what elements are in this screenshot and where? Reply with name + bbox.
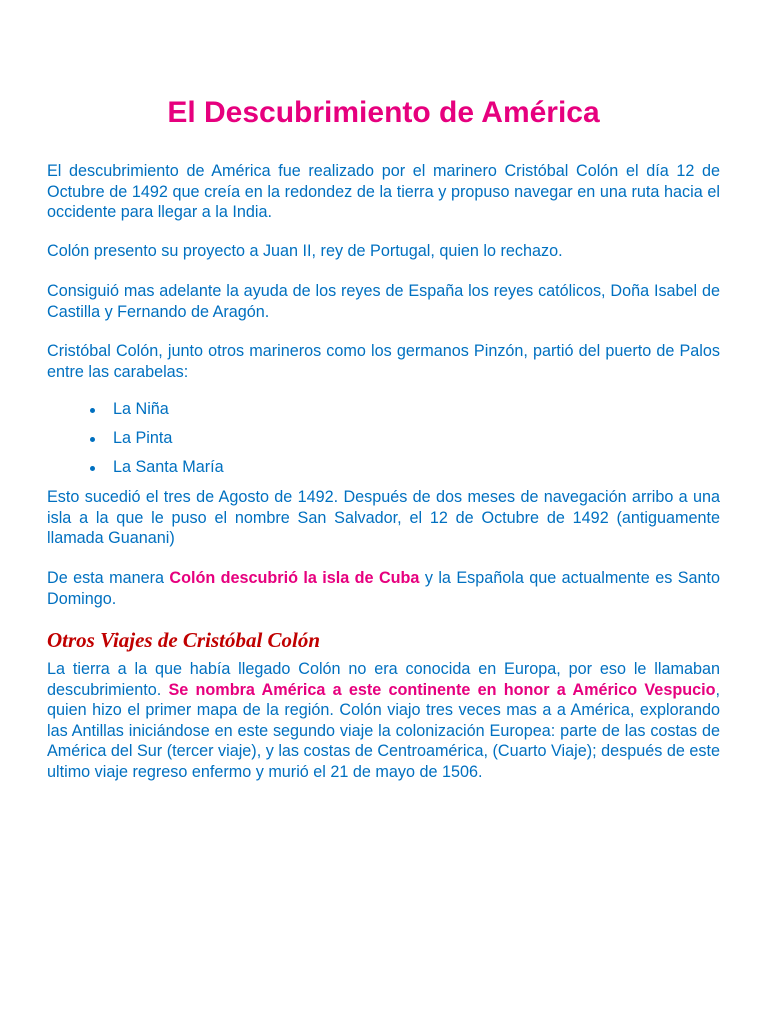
highlight-cuba: Colón descubrió la isla de Cuba [169, 569, 420, 587]
paragraph-arrival: Esto sucedió el tres de Agosto de 1492. Después de dos meses de navegación arribo a una isla a la que le puso el nombre San Salvador, el 12 de Octubre de 1492 (antiguamente llamada Guanani) [47, 488, 720, 547]
ship-name: La Niña [113, 400, 169, 418]
section-heading: Otros Viajes de Cristóbal Colón [47, 628, 321, 652]
paragraph-intro: El descubrimiento de América fue realizado por el marinero Cristóbal Colón el día 12 de Octubre de 1492 que creía en la redondez de la tierra y propuso navegar en una ruta hacia el occidente para llegar a la India. [47, 162, 720, 221]
list-item [47, 399, 720, 428]
bullet-icon [90, 466, 95, 471]
ship-name: La Santa María [113, 458, 224, 476]
paragraph-catholic-kings: Consiguió mas adelante la ayuda de los reyes de España los reyes católicos, Doña Isabel de Castilla y Fernando de Aragón. [47, 282, 720, 321]
paragraph-departure: Cristóbal Colón, junto otros marineros como los germanos Pinzón, partió del puerto de Palos entre las carabelas: [47, 342, 720, 381]
paragraph-portugal: Colón presento su proyecto a Juan II, rey de Portugal, quien lo rechazo. [47, 242, 563, 260]
list-item [47, 428, 720, 457]
highlight-america-name: Se nombra América a este continente en honor a Américo Vespucio [168, 680, 716, 699]
list-item [47, 457, 720, 486]
text-segment: La tierra a la que había llegado Colón no era conocida en Europa, por eso le llamaban descubrimiento. [47, 660, 720, 699]
ships-list [47, 399, 720, 486]
bullet-icon [90, 408, 95, 413]
page-title: El Descubrimiento de América [167, 96, 600, 129]
text-segment: , quien hizo el primer mapa de la región. Colón viajo tres veces mas a a América, explorando las Antillas iniciándose en este segundo viaje la colonización Europea: parte de las costas de América del Sur (tercer viaje), y las costas de Centroamérica, (Cuarto Viaje); después de este ultimo viaje regreso enfermo y murió el 21 de mayo de 1506. [47, 680, 720, 781]
text-segment: De esta manera [47, 569, 170, 587]
ship-name: La Pinta [113, 429, 173, 447]
text-segment: y la Española que actualmente es Santo Domingo. [47, 569, 720, 608]
paragraph-cuba [47, 568, 720, 609]
bullet-icon [90, 437, 95, 442]
paragraph-other-voyages [47, 659, 720, 782]
